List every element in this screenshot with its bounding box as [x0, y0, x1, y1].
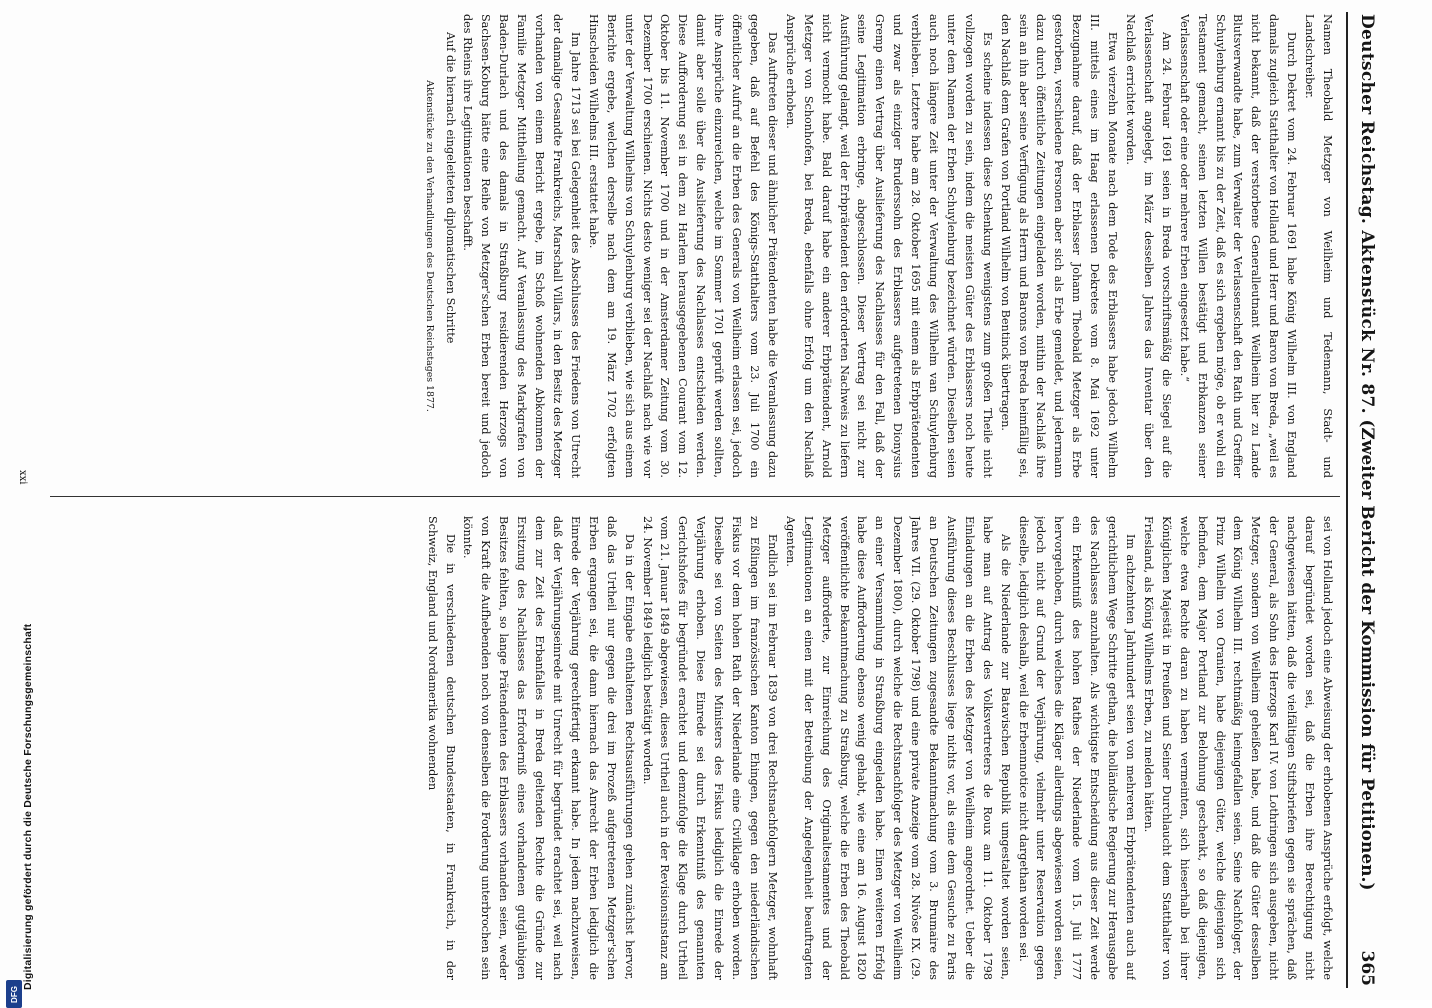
paragraph: Im achtzehnten Jahrhundert seien von mehreren Erbprätendenten auch auf gerichtlichem Wege Schritte gethan, die holländische Regierung zur Herausgabe des Nachlasses anzuhalten. Als wichtigste Entscheidung aus dieser Zeit werde ein Erkenntniß des hohen Rathes der Niederlande vom 15. Juli 1777 hervorgehoben, durch welches die Kläger allerdings abgewiesen worden seien, jedoch nicht auf Grund der Verjährung, vielmehr unter Reservation gegen dieselbe, lediglich deshalb, weil die Erbennnotice nicht dargethan worden sei. — [1016, 516, 1138, 980]
paragraph: Die in verschiedenen deutschen Bundesstaaten, in Frankreich, in der Schweiz, England und Nordamerika wohnenden — [425, 516, 457, 980]
paragraph: Endlich sei im Februar 1839 von drei Rechtsnachfolgern Metzger, wohnhaft zu Eßlingen im französischen Kanton Ehingen, gegen den niederländischen Fiskus vor dem hohen Rath der Niederlande eine Civilklage erhoben worden. Dieselbe sei von Seiten des Ministers des Fiskus lediglich die Einrede der Verjährung erhoben. Diese Einrede sei durch Erkenntniß des genannten Gerichtshofes für begründet erachtet und demzufolge die Klage durch Urtheil vom 21. Januar 1849 abgewiesen, dieses Urtheil auch in der Revisionsinstanz am 24. November 1849 lediglich bestätigt worden. — [640, 516, 779, 980]
dfg-logo-text: DFG — [9, 985, 19, 1003]
paragraph: Namen Theobald Metzger von Weilheim und Tedemann, Stadt- und Landschreiber. — [1303, 14, 1334, 478]
text-column-left — [36, 14, 1336, 478]
paragraph: Da in der Eingabe enthaltenen Rechtsausführungen gehen zunächst hervor, daß das Urtheil nur gegen die drei im Prozeß aufgetretenen Metzger'schen Erben ergangen sei, die dann hiernach das Anrecht der Erben lediglich die Einrede der Verjährung gerechtfertigt erkannt habe. In jedem nachzuweisen, daß der Verjährungseinrede mit Unrecht für begründet erachtet sei, weil nach dem zur Zeit des Erbanfalles in Breda geltenden Rechte die Gründe zur Ersitzung des Nachlasses das Erforderniß eines vorhandenen gutgläubigen Besitzes fehlten, so lange Prätendenten des Erblassers vorhanden seien, weder von Kraft die Aufhebenden noch von denselben die Forderung unterbrochen sein könnte. — [461, 516, 636, 980]
page-number: 365 — [1357, 950, 1377, 986]
header-right-group — [1357, 419, 1377, 986]
paragraph: sei von Holland jedoch eine Abweisung der erhobenen Ansprüche erfolgt, welche darauf begründet worden sei, daß die Erben ihre Berechtigung nicht nachgewiesen hätten, daß die vielfältigen Stiftsbriefen gegen sie sprächen, daß der General, als Sohn des Herzogs Karl IV. von Lothringen sich ausgeben, nicht Metzger, sondern von Weilheim geheißen habe, und daß die Güter desselben dem König Wilhelm III. rechtmäßig heimgefallen seien. Seine Nachfolger, der Prinz Wilhelm von Oranien, habe diejenigen Güter, welche diejenigen sich befinden, dem Major Portland zur Belohnung geschenkt, so daß diejenigen, welche etwa Rechte daran zu haben vermeinten, sich hieserhalb bei ihrer Königlichen Majestät in Preußen und Seiner Durchlaucht dem Statthalter von Friesland, als König Wilhelms Erben, zu melden hätten. — [1141, 516, 1334, 980]
paragraph: Etwa vierzehn Monate nach dem Tode des Erblassers habe jedoch Wilhelm III. mittels eines im Haag erlassenen Dekretes vom 8. Mai 1692 unter Bezugnahme darauf, daß der Erblasser Johann Theobald Metzger als Erbe gestorben, verschiedene Personen aber sich als Erbe gemeldet, und jedermann dazu durch öffentliche Zeitungen eingeladen worden, mithin der Nachlaß ihre sein an ihn aber seine Verfügung als Herrn und Barons von Breda heimfällig sei, den Nachlaß dem Grafen von Portland Wilhelm von Bentinck übertragen. — [998, 14, 1120, 478]
signature-mark: xxi — [17, 470, 28, 485]
paragraph: Im Jahre 1713 sei bei Gelegenheit des Abschlusses des Friedens von Utrecht der damalige Gesandte Frankreichs, Marschall Villars, in den Besitz des Metzger vorhanden von einem Bericht ergebe, im Schoß wohnenden Abkommen der Familie Metzger Mittheilung gemacht. Auf Veranlassung des Markgrafen von Baden-Durlach und des damals in Straßburg residierenden Herzogs von Sachsen-Koburg hätte eine Reihe von Metzger'schen Erben bereit und jedoch des Rheins ihre Legitimationen beschafft. — [461, 14, 582, 478]
footnote: Aktenstücke zu den Verhandlungen des Deutschen Reichstages 1877. — [423, 80, 435, 412]
header-rule — [1346, 12, 1348, 988]
paragraph: Es scheine indessen diese Schenkung wenigstens zum großen Theile nicht vollzogen worden zu sein, indem die meisten Güter des Erblassers noch heute unter dem Namen der Erben Schuylenburg bezeichnet würden. Dieselben seien auch noch längere Zeit unter der Verwaltung des Wilhelm van Schuylenburg verblieben. Letztere habe am 28. Oktober 1695 mit einem als Erbprätendenten und zwar als einziger Bruderssohn des Erblassers aufgetretenen Dionysius Gremp einen Vertrag über Auslieferung des Nachlasses für den Fall, daß der seine Legitimation erbringe, abgeschlossen. Dieser Vertrag sei nicht zur Ausführung gelangt, weil der Erbprätendent den erforderten Nachweis zu liefern nicht vermocht habe. Bald darauf habe ein anderer Erbprätendent, Arnold Metzger von Schonhofen, bei Breda, ebenfalls ohne Erfolg um den Nachlaß Ansprüche erhoben. — [783, 14, 994, 478]
paragraph: Das Auftreten dieser und ähnlicher Prätendenten habe die Veranlassung dazu gegeben, daß auf Befehl des Königs-Statthalters vom 23. Juli 1700 ein öffentlicher Aufruf an die Erben des Generals von Weilheim erlassen sei, jedoch ihre Ansprüche einzureichen, welche im Sommer 1701 geprüft werden sollten, damit aber solle über die Auslieferung des Nachlasses entschieden werden. Diese Aufforderung sei in dem zu Harlem herausgegebenen Courant vom 12. Oktober bis 11. November 1700 und in der Amsterdamer Zeitung vom 30. Dezember 1700 erschienen. Nichts desto weniger sei der Nachlaß nach wie vor unter der Verwaltung Wilhelms von Schuylenburg verblieben, wie sich aus einem Berichte ergebe, welchen derselbe nach dem am 19. März 1702 erfolgten Hinscheiden Wilhelms III. erstattet habe. — [586, 14, 779, 478]
paragraph: Am 24. Februar 1691 seien in Breda vorschriftsmäßig die Siegel auf die Verlassenschaft angelegt, im März desselben Jahres das Inventar über den Nachlaß errichtet worden. — [1124, 14, 1173, 478]
paragraph: Als die Niederlande zur Batavischen Republik umgestaltet worden seien, habe man auf Antrag des Volksvertreters de Roux am 11. Oktober 1798 Einladungen an die Erben des Metzger von Weilheim angeordnet. Ueber die Ausführung dieses Beschlusses liege nichts vor, als eine dem Gesuche zu Paris an Deutschen Zeitungen zugesandte Bekanntmachung vom 3. Brumaire des Jahres VII. (29. Oktober 1798) und eine private Anzeige vom 28. Nivôse IX. (29. Dezember 1800), durch welche die Rechtsnachfolger des Metzger von Weilheim an einer Versammlung in Straßburg eingeladen habe. Einen weiteren Erfolg habe diese Aufforderung ebenso wenig gehabt, wie eine am 16. August 1820 veröffentlichte Bekanntmachung zu Straßburg, welche die Erben des Theobald Metzger aufforderte, zur Einreichung des Originaltestamentes und der Legitimationen an einen mit der Betreibung der Angelegenheit beauftragten Agenten. — [783, 516, 1012, 980]
digitization-note-text: Digitalisierung gefördert durch die Deutsche Forschungsgemeinschaft — [22, 623, 34, 990]
paragraph: Auf die hiernach eingeleiteten diplomatischen Schritte — [443, 32, 457, 344]
paragraph: Durch Dekret vom 24. Februar 1691 habe König Wilhelm III. von England damals zugleich Statthalter von Holland und Herr und Baron von Breda, „weil es nicht bekannt, daß der verstorbene Generalleutnant Weilheim hier zu Lande Blutsverwandte habe, zum Verwalter der Verlassenschaft den Rath und Greffier Schuylenburg ernannt bis zu der Zeit, daß es sich ergeben möge, ob er wohl ein Testament gemacht, seinen letzten Willen bestätigt und Erbkanzen seiner Verlassenschaft oder eine oder mehrere Erben eingesetzt habe.“ — [1177, 14, 1299, 478]
header-commission-title: (Zweiter Bericht der Kommission für Petitionen.) — [1357, 419, 1377, 891]
page-header — [1350, 14, 1384, 986]
header-reichstag-title: Deutscher Reichstag. Aktenstück Nr. 87. — [1357, 14, 1377, 414]
text-column-right — [36, 516, 1336, 980]
column-divider — [50, 496, 1340, 497]
